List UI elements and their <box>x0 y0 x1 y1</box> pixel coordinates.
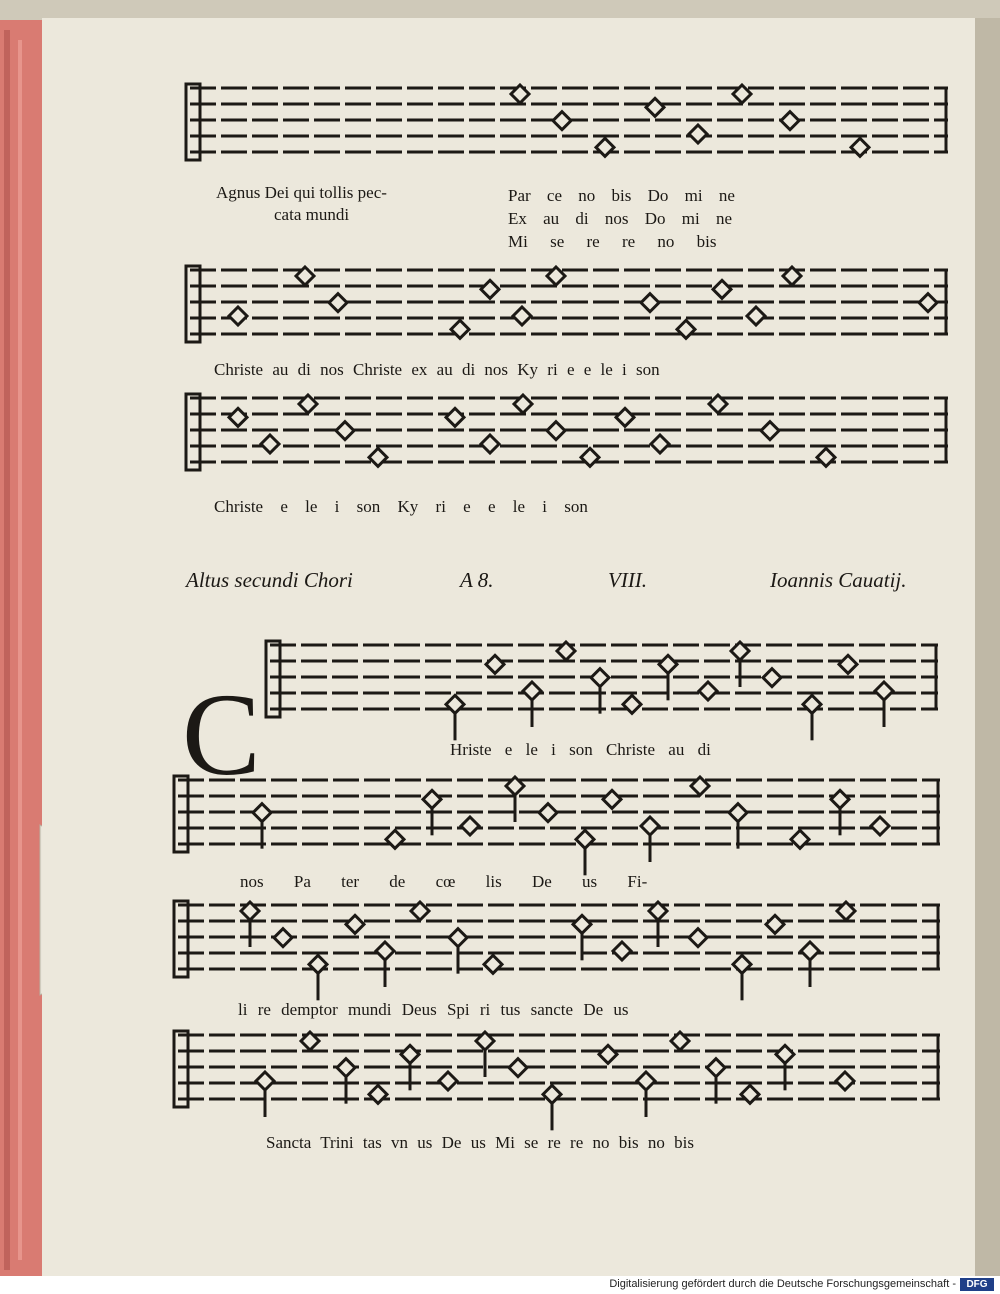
composer-name: Ioannis Cauatij. <box>770 568 907 592</box>
part-name: Altus secundi Chori <box>186 568 353 592</box>
lyric-line-11: Sancta Trini tas vn us De us Mi se re re no bis no bis <box>266 1133 694 1152</box>
paper <box>42 18 980 1276</box>
voice-number: A 8. <box>460 568 494 592</box>
lyric-line-4: Ex au di nos Do mi ne <box>508 209 733 228</box>
decorated-initial: C <box>182 669 261 800</box>
lyric-line-9: nos Pa ter de cœ lis De us Fi- <box>240 872 648 891</box>
lyric-line-5: Mi se re re no bis <box>508 232 717 251</box>
lyric-line-6: Christe au di nos Christe ex au di nos Ky ri e e le i son <box>214 360 660 379</box>
footer-credit: Digitalisierung gefördert durch die Deutsche Forschungsgemeinschaft - <box>609 1278 956 1290</box>
lyric-line-8: Hriste e le i son Christe au di <box>450 740 711 759</box>
lyric-line-1: Agnus Dei qui tollis pec- <box>216 183 387 202</box>
lyric-line-2: cata mundi <box>274 205 350 224</box>
lyric-line-10: li re demptor mundi Deus Spi ri tus sancte De us <box>238 1000 629 1019</box>
mode-number: VIII. <box>608 568 648 592</box>
dfg-logo: DFG <box>960 1278 994 1291</box>
lyric-line-7: Christe e le i son Ky ri e e le i son <box>214 497 588 516</box>
lyric-line-3: Par ce no bis Do mi ne <box>508 186 735 205</box>
